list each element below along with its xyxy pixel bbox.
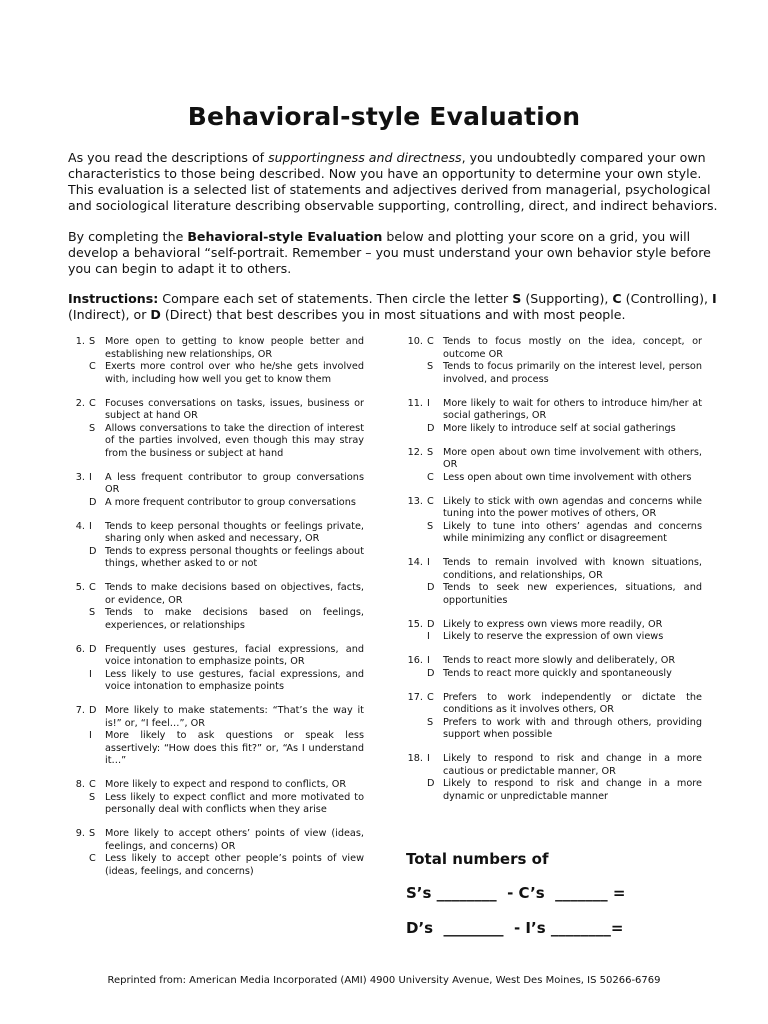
item-number (402, 631, 427, 644)
statement-letter: D (427, 582, 435, 593)
statement-text: Likely to reserve the expression of own views (443, 631, 664, 642)
statement-letter: C (427, 336, 434, 347)
evaluation-item (64, 582, 364, 632)
item-number (402, 521, 427, 546)
evaluation-item (64, 472, 364, 510)
statement-text: Focuses conversations on tasks, issues, business or subject at hand OR (105, 397, 364, 421)
instructions-text: (Controlling), (621, 291, 713, 306)
statement-text: Tends to remain involved with known situations, conditions, and relationships, OR (443, 557, 702, 581)
statement-letter: D (89, 705, 97, 716)
item-number (402, 472, 427, 485)
intro-text-post: , you undoubtedly compared your own characteristics to those being described. Now you have an opportunity to determine your own style. This evaluation is a selected list of statements and adjectives derived from managerial, psychological and sociological literature describing observable supporting, controlling, direct, and indirect behaviors. (68, 150, 718, 213)
letter-i: I (712, 291, 717, 306)
item-number: 18. (407, 753, 423, 764)
statement-letter: S (427, 716, 434, 728)
statement-text: Exerts more control over who he/she gets involved with, including how well you get to know them (105, 361, 364, 385)
statement-text: Less likely to use gestures, facial expressions, and voice intonation to emphasize points (105, 668, 364, 692)
statement-text: More likely to expect and respond to conflicts, OR (105, 779, 347, 790)
statement-line (64, 669, 364, 694)
item-number (402, 778, 427, 803)
statement-letter: D (427, 778, 435, 789)
statement-letter: C (427, 471, 434, 483)
statement-line (402, 717, 702, 742)
statement-line (64, 398, 364, 423)
statement-letter: I (89, 520, 92, 532)
statement-text: More likely to ask questions or speak less assertively: “How does this fit?” or, “As I understand it…” (105, 730, 364, 766)
statement-letter: C (427, 691, 434, 703)
statement-letter: C (89, 361, 96, 372)
statement-letter: D (427, 618, 435, 630)
statement-line (64, 423, 364, 461)
statement-line (64, 582, 364, 607)
statement-line (402, 361, 702, 386)
statement-letter: I (89, 471, 92, 483)
statement-letter: S (89, 607, 96, 618)
evaluation-item (64, 644, 364, 694)
statement-line (402, 668, 702, 681)
statement-line (64, 361, 364, 386)
item-number (64, 792, 89, 817)
statement-letter: S (89, 336, 96, 347)
item-number: 4. (75, 520, 85, 532)
statement-line (64, 607, 364, 632)
item-number (402, 361, 427, 386)
statement-line (402, 336, 702, 361)
evaluation-item (402, 496, 702, 546)
statement-text: A more frequent contributor to group conversations (105, 496, 356, 508)
item-number: 8. (75, 779, 85, 790)
statement-line (64, 472, 364, 497)
statement-text: More open about own time involvement with others, OR (443, 446, 702, 470)
statement-text: Tends to react more quickly and spontaneously (443, 667, 672, 679)
statement-text: Likely to tune into others’ agendas and concerns while minimizing any conflict or disagreement (443, 520, 702, 544)
statement-text: More likely to introduce self at social gatherings (443, 422, 676, 434)
evaluation-item (64, 336, 364, 386)
statement-line (64, 779, 364, 792)
statement-line (402, 557, 702, 582)
statement-text: Tends to keep personal thoughts or feelings private, sharing only when asked and necessary, OR (105, 520, 364, 544)
completing-bold: Behavioral-style Evaluation (187, 229, 383, 244)
item-number: 10. (407, 336, 423, 347)
totals-line-di: D’s ________ - I’s ________= (406, 919, 624, 937)
evaluation-item (64, 828, 364, 878)
statement-line (402, 423, 702, 436)
instructions-text: Compare each set of statements. Then circle the letter (158, 291, 513, 306)
item-number (402, 582, 427, 607)
statement-letter: C (89, 582, 96, 593)
statement-text: Likely to respond to risk and change in a more dynamic or unpredictable manner (443, 778, 702, 802)
item-number: 2. (75, 397, 85, 409)
statement-text: Tends to react more slowly and deliberately, OR (443, 655, 676, 666)
statement-letter: D (89, 496, 97, 508)
item-number (64, 853, 89, 878)
evaluation-item (402, 336, 702, 386)
statement-line (402, 398, 702, 423)
evaluation-item (402, 619, 702, 644)
item-number: 11. (407, 397, 423, 409)
item-number (64, 497, 89, 510)
item-number: 13. (407, 495, 423, 507)
statement-text: Allows conversations to take the direction of interest of the parties involved, even though this may stray from the business or subject at hand (105, 422, 364, 459)
item-number (402, 423, 427, 436)
statement-letter: C (89, 397, 96, 409)
item-number: 12. (407, 446, 423, 458)
statement-text: Tends to seek new experiences, situations, and opportunities (443, 582, 702, 606)
evaluation-item (64, 521, 364, 571)
statement-letter: S (89, 828, 96, 839)
statement-line (64, 546, 364, 571)
statement-line (402, 447, 702, 472)
statement-line (402, 496, 702, 521)
statement-line (402, 521, 702, 546)
statement-text: Tends to focus primarily on the interest level, person involved, and process (443, 361, 702, 385)
item-number: 1. (75, 336, 85, 347)
statement-text: Less likely to expect conflict and more motivated to personally deal with conflicts when they arise (105, 791, 364, 815)
item-number: 7. (75, 705, 85, 716)
statement-line (402, 472, 702, 485)
statement-letter: C (89, 779, 96, 790)
item-number (402, 668, 427, 681)
completing-text-post: below and plotting your score on a grid, you will develop a behavioral “self-portrait. Remember – you must understand your own behavior style before you can begin to adapt it to others. (68, 229, 711, 276)
statement-text: Prefers to work with and through others, providing support when possible (443, 716, 702, 740)
statement-letter: S (427, 520, 434, 532)
statement-line (402, 619, 702, 632)
instructions-paragraph (68, 291, 718, 323)
item-number (64, 730, 89, 768)
statement-letter: C (427, 495, 434, 507)
statement-text: Tends to express personal thoughts or feelings about things, whether asked to or not (105, 545, 364, 569)
statement-letter: D (89, 643, 97, 655)
footer-citation: Reprinted from: American Media Incorporated (AMI) 4900 University Avenue, West Des Moines, IS 50266-6769 (107, 975, 661, 986)
intro-text-pre: As you read the descriptions of (68, 150, 269, 165)
statement-letter: S (427, 446, 434, 458)
page-title: Behavioral-style Evaluation (187, 102, 581, 131)
statement-letter: S (89, 791, 96, 803)
statement-line (64, 644, 364, 669)
instructions-text: (Indirect), or (68, 307, 151, 322)
item-number (64, 546, 89, 571)
statement-letter: I (427, 655, 430, 666)
statement-letter: S (427, 361, 434, 372)
intro-emphasis: supportingness and directness (268, 150, 462, 165)
statement-line (402, 753, 702, 778)
item-number: 5. (75, 582, 85, 593)
statement-line (64, 853, 364, 878)
completing-text-pre: By completing the (68, 229, 188, 244)
instructions-text: (Direct) that best describes you in most situations and with most people. (160, 307, 626, 322)
statement-text: Likely to express own views more readily, OR (443, 618, 663, 630)
statement-letter: D (89, 545, 97, 557)
evaluation-item (402, 557, 702, 607)
instructions-text: (Supporting), (521, 291, 613, 306)
totals-line-sc: S’s ________ - C’s _______ = (406, 884, 626, 902)
intro-paragraph (68, 150, 718, 214)
statement-text: More open to getting to know people better and establishing new relationships, OR (105, 336, 364, 360)
statement-letter: I (427, 397, 430, 409)
statement-text: Tends to make decisions based on feelings, experiences, or relationships (105, 607, 364, 631)
evaluation-item (402, 655, 702, 680)
statement-letter: D (427, 422, 435, 434)
statement-letter: I (427, 753, 430, 764)
item-number: 17. (407, 691, 423, 703)
statement-line (64, 336, 364, 361)
item-number: 9. (75, 828, 85, 839)
statement-line (64, 828, 364, 853)
items-column-left (64, 336, 364, 890)
statement-line (402, 582, 702, 607)
statement-text: More likely to accept others’ points of view (ideas, feelings, and concerns) OR (105, 828, 364, 852)
statement-line (64, 730, 364, 768)
letter-d: D (150, 307, 161, 322)
item-number: 6. (75, 643, 85, 655)
statement-text: A less frequent contributor to group conversations OR (105, 471, 364, 495)
item-number (402, 717, 427, 742)
statement-line (64, 521, 364, 546)
letter-s: S (512, 291, 522, 306)
evaluation-item (402, 447, 702, 485)
item-number (64, 423, 89, 461)
statement-text: Tends to make decisions based on objectives, facts, or evidence, OR (105, 582, 364, 606)
statement-line (402, 631, 702, 644)
statement-text: More likely to make statements: “That’s the way it is!” or, “I feel…”, OR (105, 705, 364, 729)
statement-text: Tends to focus mostly on the idea, concept, or outcome OR (443, 336, 702, 360)
statement-text: Less open about own time involvement with others (443, 471, 692, 483)
statement-text: Likely to respond to risk and change in a more cautious or predictable manner, OR (443, 753, 702, 777)
evaluation-item (402, 692, 702, 742)
evaluation-item (64, 398, 364, 461)
evaluation-item (64, 779, 364, 817)
totals-title: Total numbers of (406, 850, 549, 868)
statement-letter: I (89, 668, 92, 680)
statement-line (64, 705, 364, 730)
statement-line (402, 778, 702, 803)
instructions-label: Instructions: (68, 291, 159, 306)
items-column-right (402, 336, 702, 815)
statement-text: Less likely to accept other people’s points of view (ideas, feelings, and concerns) (105, 853, 364, 877)
completing-paragraph (68, 229, 718, 277)
statement-text: Likely to stick with own agendas and concerns while tuning into the power motives of others, OR (443, 495, 702, 519)
evaluation-item (402, 398, 702, 436)
statement-letter: S (89, 422, 96, 434)
item-number: 3. (75, 471, 85, 483)
item-number (64, 669, 89, 694)
statement-text: Frequently uses gestures, facial expressions, and voice intonation to emphasize points, OR (105, 643, 364, 667)
item-number (64, 361, 89, 386)
statement-letter: I (89, 730, 92, 741)
item-number: 15. (407, 618, 423, 630)
evaluation-item (402, 753, 702, 803)
statement-line (64, 497, 364, 510)
item-number (64, 607, 89, 632)
item-number: 14. (407, 557, 423, 568)
statement-line (402, 692, 702, 717)
statement-letter: C (89, 853, 96, 864)
statement-letter: I (427, 631, 430, 642)
statement-line (402, 655, 702, 668)
statement-text: Prefers to work independently or dictate the conditions as it involves others, OR (443, 691, 702, 715)
statement-letter: I (427, 557, 430, 568)
evaluation-item (64, 705, 364, 768)
letter-c: C (612, 291, 622, 306)
statement-text: More likely to wait for others to introduce him/her at social gatherings, OR (443, 397, 702, 421)
statement-line (64, 792, 364, 817)
item-number: 16. (407, 655, 423, 666)
statement-letter: D (427, 667, 435, 679)
